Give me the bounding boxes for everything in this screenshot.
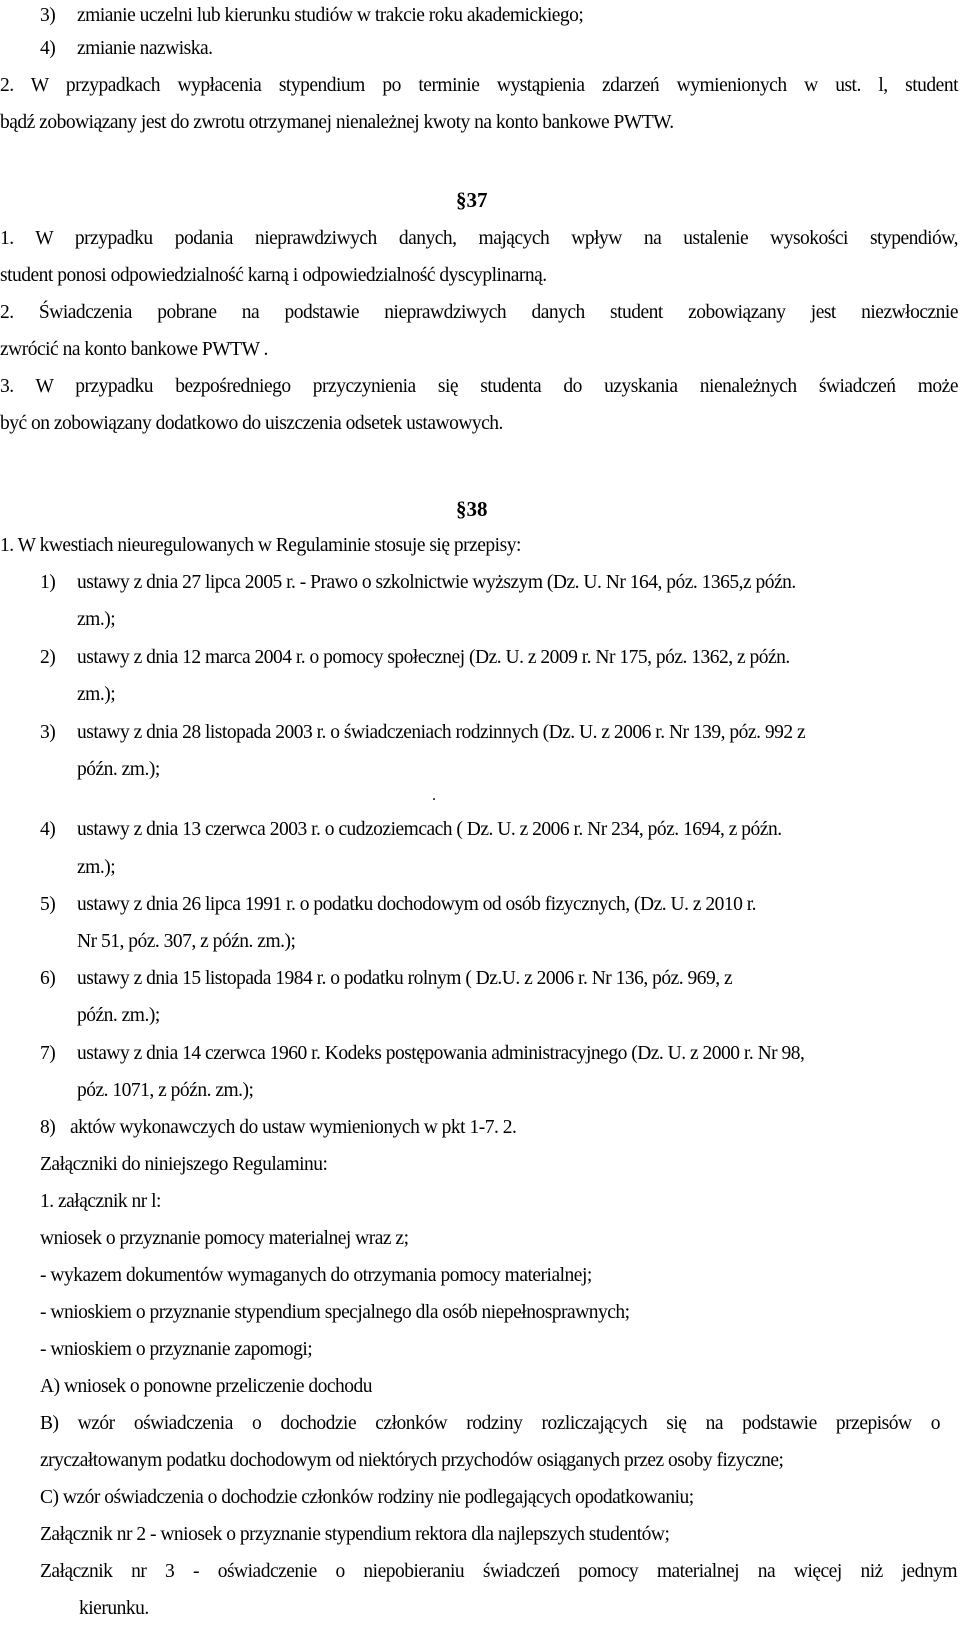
attachment-1-line-c: - wnioskiem o przyznanie stypendium specjalnego dla osób niepełnosprawnych; bbox=[40, 1302, 630, 1323]
s37-paragraph-1-line-1: 1. W przypadku podania nieprawdziwych danych, mających wpływ na ustalenie wysokości stypendiów, bbox=[0, 228, 958, 249]
s37-paragraph-3-line-2: być on zobowiązany dodatkowo do uiszczenia odsetek ustawowych. bbox=[0, 413, 503, 434]
s38-list-item-8: 8) aktów wykonawczych do ustaw wymienionych w pkt 1-7. 2. bbox=[40, 1117, 517, 1138]
s38-list-item-4-line-1: 4) ustawy z dnia 13 czerwca 2003 r. o cudzoziemcach ( Dz. U. z 2006 r. Nr 234, póz. 1694, z późn. bbox=[40, 819, 782, 840]
attachment-a: A) wniosek o ponowne przeliczenie dochodu bbox=[40, 1376, 373, 1397]
s37-paragraph-2-line-2: zwrócić na konto bankowe PWTW . bbox=[0, 339, 268, 360]
s38-list-item-2-line-2: zm.); bbox=[77, 684, 116, 705]
s38-list-item-4-line-2: zm.); bbox=[77, 857, 116, 878]
paragraph-2-line-2: bądź zobowiązany jest do zwrotu otrzymanej nienależnej kwoty na konto bankowe PWTW. bbox=[0, 112, 674, 133]
s38-list-item-6-line-1: 6) ustawy z dnia 15 listopada 1984 r. o podatku rolnym ( Dz.U. z 2006 r. Nr 136, póz. 969, z bbox=[40, 968, 733, 989]
s38-list-item-5-line-1: 5) ustawy z dnia 26 lipca 1991 r. o podatku dochodowym od osób fizycznych, (Dz. U. z 2010 r. bbox=[40, 894, 757, 915]
paragraph-2-line-1: 2. W przypadkach wypłacenia stypendium po terminie wystąpienia zdarzeń wymienionych w ust. l, student bbox=[0, 75, 958, 96]
attachment-2: Załącznik nr 2 - wniosek o przyznanie stypendium rektora dla najlepszych studentów; bbox=[40, 1524, 670, 1545]
attachment-1-heading: 1. załącznik nr l: bbox=[40, 1191, 161, 1212]
attachment-1-line-d: - wnioskiem o przyznanie zapomogi; bbox=[40, 1339, 313, 1360]
section-heading-38: §38 bbox=[456, 497, 488, 521]
list-item-3: 3) zmianie uczelni lub kierunku studiów w trakcie roku akademickiego; bbox=[40, 5, 584, 26]
s38-list-item-7-line-2: póz. 1071, z późn. zm.); bbox=[77, 1080, 254, 1101]
attachment-1-line-a: wniosek o przyznanie pomocy materialnej wraz z; bbox=[40, 1228, 409, 1249]
s38-list-item-2-line-1: 2) ustawy z dnia 12 marca 2004 r. o pomocy społecznej (Dz. U. z 2009 r. Nr 175, póz. 1362, z późn. bbox=[40, 647, 790, 668]
s37-paragraph-2-line-1: 2. Świadczenia pobrane na podstawie nieprawdziwych danych student zobowiązany jest niezwłocznie bbox=[0, 302, 958, 323]
s38-list-item-5-line-2: Nr 51, póz. 307, z późn. zm.); bbox=[77, 931, 296, 952]
attachment-3-line-2: kierunku. bbox=[79, 1598, 149, 1619]
s38-list-item-1-line-1: 1) ustawy z dnia 27 lipca 2005 r. - Prawo o szkolnictwie wyższym (Dz. U. Nr 164, póz. 1365,z późn. bbox=[40, 572, 796, 593]
s38-list-item-7-line-1: 7) ustawy z dnia 14 czerwca 1960 r. Kodeks postępowania administracyjnego (Dz. U. z 2000 r. Nr 98, bbox=[40, 1043, 805, 1064]
attachment-1-line-b: - wykazem dokumentów wymaganych do otrzymania pomocy materialnej; bbox=[40, 1265, 592, 1286]
s38-list-item-6-line-2: późn. zm.); bbox=[77, 1005, 160, 1026]
attachments-title: Załączniki do niniejszego Regulaminu: bbox=[40, 1154, 328, 1175]
s37-paragraph-1-line-2: student ponosi odpowiedzialność karną i odpowiedzialność dyscyplinarną. bbox=[0, 265, 547, 286]
s37-paragraph-3-line-1: 3. W przypadku bezpośredniego przyczynienia się studenta do uzyskania nienależnych świadczeń może bbox=[0, 376, 958, 397]
s38-list-item-1-line-2: zm.); bbox=[77, 609, 116, 630]
attachment-3-line-1: Załącznik nr 3 - oświadczenie o niepobieraniu świadczeń pomocy materialnej na więcej niż jednym bbox=[40, 1561, 957, 1582]
stray-dot: . bbox=[432, 787, 436, 804]
list-item-4: 4) zmianie nazwiska. bbox=[40, 38, 213, 59]
attachment-c: C) wzór oświadczenia o dochodzie członków rodziny nie podlegających opodatkowaniu; bbox=[40, 1487, 694, 1508]
s38-list-item-3-line-1: 3) ustawy z dnia 28 listopada 2003 r. o świadczeniach rodzinnych (Dz. U. z 2006 r. Nr 139, póz. 992 z bbox=[40, 722, 806, 743]
s38-list-item-3-line-2: późn. zm.); bbox=[77, 759, 160, 780]
attachment-b-line-1: B) wzór oświadczenia o dochodzie członków rodziny rozliczających się na podstawie przepisów o bbox=[40, 1413, 940, 1434]
attachment-b-line-2: zryczałtowanym podatku dochodowym od niektórych przychodów osiąganych przez osoby fizyczne; bbox=[40, 1450, 784, 1471]
s38-intro: 1. W kwestiach nieuregulowanych w Regulaminie stosuje się przepisy: bbox=[0, 535, 521, 556]
section-heading-37: §37 bbox=[456, 188, 488, 212]
